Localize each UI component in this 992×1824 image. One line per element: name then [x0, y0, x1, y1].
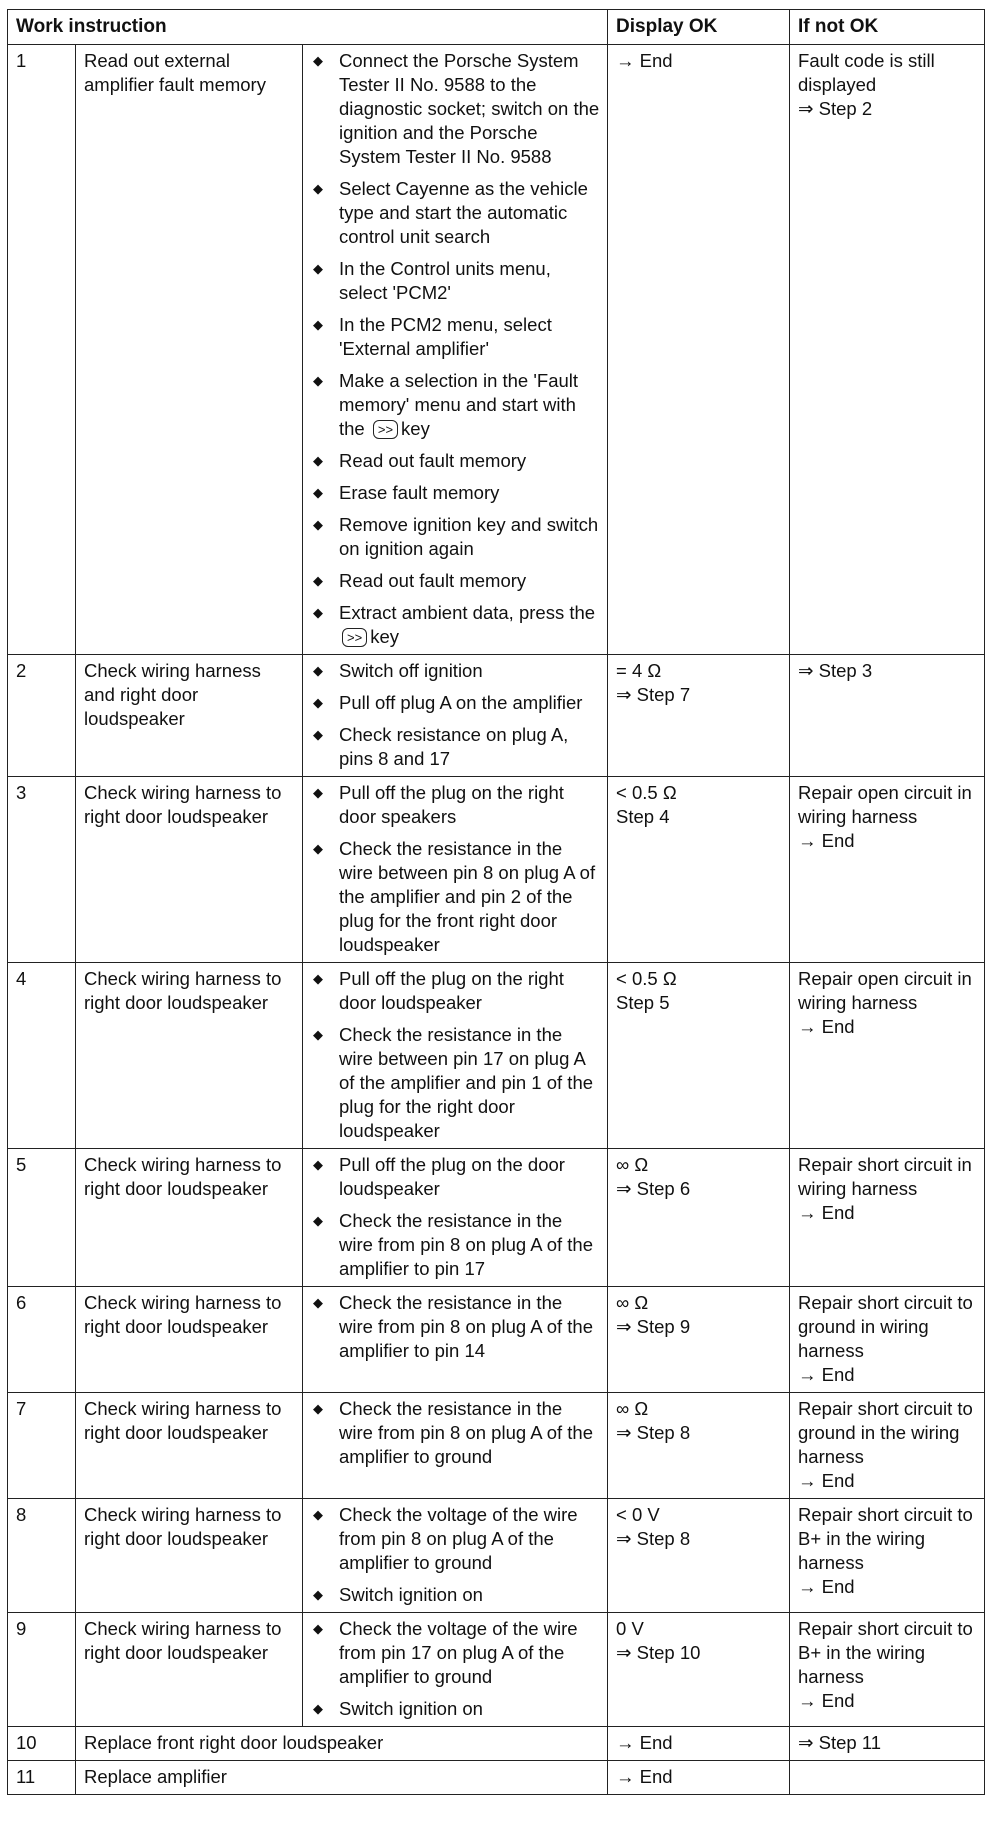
- table-row: [8, 655, 985, 777]
- key-suffix: key: [401, 418, 430, 439]
- action-text: Switch ignition on: [339, 1584, 483, 1605]
- diamond-bullet-icon: ◆: [313, 727, 323, 742]
- action-item: [311, 449, 600, 473]
- diamond-bullet-icon: ◆: [313, 373, 323, 388]
- action-item: [311, 481, 600, 505]
- action-text: Pull off the plug on the right door speakers: [339, 782, 564, 827]
- diamond-bullet-icon: ◆: [313, 573, 323, 588]
- if-not-ok-line: → End: [798, 1690, 855, 1711]
- step-title: Check wiring harness to right door loudspeaker: [76, 963, 303, 1149]
- display-ok-cell: [608, 777, 790, 963]
- action-text: Read out fault memory: [339, 450, 527, 471]
- diamond-bullet-icon: ◆: [313, 841, 323, 856]
- if-not-ok-cell: [790, 1613, 985, 1727]
- table-row: [8, 45, 985, 655]
- step-title: Check wiring harness to right door loudspeaker: [76, 1149, 303, 1287]
- action-item: [311, 369, 600, 441]
- action-list: [311, 781, 600, 957]
- step-number: 7: [8, 1393, 76, 1499]
- action-text: Select Cayenne as the vehicle type and start the automatic control unit search: [339, 178, 588, 247]
- diamond-bullet-icon: ◆: [313, 453, 323, 468]
- step-actions: [303, 655, 608, 777]
- if-not-ok-line: Repair short circuit to ground in the wiring harness: [798, 1398, 973, 1467]
- display-ok-line: = 4 Ω: [616, 660, 662, 681]
- diamond-bullet-icon: ◆: [313, 1027, 323, 1042]
- action-list: [311, 659, 600, 771]
- step-actions: [303, 1287, 608, 1393]
- if-not-ok-cell: [790, 655, 985, 777]
- if-not-ok-line: Repair open circuit in wiring harness: [798, 782, 972, 827]
- display-ok-line: ⇒ Step 7: [616, 684, 691, 705]
- action-item: [311, 1583, 600, 1607]
- step-title: Check wiring harness to right door loudspeaker: [76, 1613, 303, 1727]
- action-list: [311, 1397, 600, 1469]
- display-ok-cell: [608, 963, 790, 1149]
- key-suffix: key: [370, 626, 399, 647]
- action-text: Extract ambient data, press the: [339, 602, 596, 623]
- action-item: [311, 313, 600, 361]
- action-item: [311, 177, 600, 249]
- display-ok-cell: [608, 1287, 790, 1393]
- display-ok-line: ⇒ Step 10: [616, 1642, 701, 1663]
- if-not-ok-cell: [790, 1499, 985, 1613]
- if-not-ok-line: Repair short circuit in wiring harness: [798, 1154, 972, 1199]
- step-title: Check wiring harness to right door loudspeaker: [76, 1499, 303, 1613]
- diamond-bullet-icon: ◆: [313, 53, 323, 68]
- action-item: [311, 837, 600, 957]
- step-number: 3: [8, 777, 76, 963]
- action-item: [311, 1503, 600, 1575]
- table-row: [8, 1287, 985, 1393]
- action-item: [311, 691, 600, 715]
- diamond-bullet-icon: ◆: [313, 485, 323, 500]
- step-actions: [303, 1613, 608, 1727]
- diamond-bullet-icon: ◆: [313, 1295, 323, 1310]
- display-ok-line: ∞ Ω: [616, 1154, 649, 1175]
- display-ok-line: Step 4: [616, 806, 670, 827]
- diamond-bullet-icon: ◆: [313, 1621, 323, 1636]
- action-text: Pull off plug A on the amplifier: [339, 692, 583, 713]
- action-list: [311, 1617, 600, 1721]
- action-item: [311, 723, 600, 771]
- table-header-row: [8, 10, 985, 45]
- action-text: In the Control units menu, select 'PCM2': [339, 258, 551, 303]
- action-list: [311, 49, 600, 649]
- if-not-ok-line: → End: [798, 1016, 855, 1037]
- display-ok-cell: [608, 1149, 790, 1287]
- diamond-bullet-icon: ◆: [313, 317, 323, 332]
- forward-key-icon: >>: [342, 628, 367, 647]
- if-not-ok-line: → End: [798, 1470, 855, 1491]
- display-ok-cell: [608, 1613, 790, 1727]
- diamond-bullet-icon: ◆: [313, 695, 323, 710]
- display-ok-line: ∞ Ω: [616, 1398, 649, 1419]
- forward-key-icon: >>: [373, 420, 398, 439]
- step-number: 11: [8, 1761, 76, 1795]
- if-not-ok-cell: [790, 1287, 985, 1393]
- if-not-ok-cell: [790, 1149, 985, 1287]
- action-item: [311, 781, 600, 829]
- step-actions: [303, 963, 608, 1149]
- diamond-bullet-icon: ◆: [313, 1401, 323, 1416]
- step-number: 9: [8, 1613, 76, 1727]
- action-text: Read out fault memory: [339, 570, 527, 591]
- step-actions: [303, 1499, 608, 1613]
- display-ok-line: → End: [616, 50, 673, 71]
- step-actions: [303, 1393, 608, 1499]
- action-text: In the PCM2 menu, select 'External amplifier': [339, 314, 552, 359]
- display-ok-line: Step 5: [616, 992, 670, 1013]
- if-not-ok-line: → End: [798, 830, 855, 851]
- action-text: Erase fault memory: [339, 482, 500, 503]
- table-row: [8, 1499, 985, 1613]
- diamond-bullet-icon: ◆: [313, 261, 323, 276]
- action-list: [311, 1153, 600, 1281]
- step-title: Replace front right door loudspeaker: [76, 1727, 608, 1761]
- action-text: Pull off the plug on the door loudspeaker: [339, 1154, 565, 1199]
- action-item: [311, 1209, 600, 1281]
- diamond-bullet-icon: ◆: [313, 1701, 323, 1716]
- display-ok-cell: → End: [608, 1761, 790, 1795]
- step-actions: [303, 777, 608, 963]
- display-ok-cell: [608, 45, 790, 655]
- header-if-not-ok: If not OK: [790, 10, 985, 45]
- display-ok-line: ⇒ Step 9: [616, 1316, 691, 1337]
- action-item: [311, 601, 600, 649]
- table-row: [8, 1393, 985, 1499]
- action-text: Switch off ignition: [339, 660, 483, 681]
- display-ok-line: ⇒ Step 6: [616, 1178, 691, 1199]
- display-ok-line: 0 V: [616, 1618, 644, 1639]
- action-item: [311, 1023, 600, 1143]
- action-item: [311, 513, 600, 561]
- action-text: Check resistance on plug A, pins 8 and 17: [339, 724, 569, 769]
- action-item: [311, 967, 600, 1015]
- action-item: [311, 49, 600, 169]
- step-title: Replace amplifier: [76, 1761, 608, 1795]
- if-not-ok-cell: [790, 777, 985, 963]
- step-number: 2: [8, 655, 76, 777]
- action-text: Check the resistance in the wire between pin 17 on plug A of the amplifier and pin 1 of the plug for the right door loudspeaker: [339, 1024, 594, 1141]
- action-text: Check the resistance in the wire from pin 8 on plug A of the amplifier to pin 14: [339, 1292, 594, 1361]
- if-not-ok-line: ⇒ Step 2: [798, 98, 873, 119]
- action-text: Pull off the plug on the right door loudspeaker: [339, 968, 564, 1013]
- display-ok-line: < 0.5 Ω: [616, 968, 677, 989]
- if-not-ok-cell: [790, 963, 985, 1149]
- display-ok-line: ∞ Ω: [616, 1292, 649, 1313]
- action-item: [311, 1153, 600, 1201]
- step-title: Check wiring harness to right door loudspeaker: [76, 1287, 303, 1393]
- if-not-ok-line: Fault code is still displayed: [798, 50, 935, 95]
- if-not-ok-cell: ⇒ Step 11: [790, 1727, 985, 1761]
- display-ok-line: ⇒ Step 8: [616, 1528, 691, 1549]
- diamond-bullet-icon: ◆: [313, 663, 323, 678]
- diamond-bullet-icon: ◆: [313, 1507, 323, 1522]
- action-item: [311, 659, 600, 683]
- action-list: [311, 967, 600, 1143]
- action-text: Remove ignition key and switch on ignition again: [339, 514, 599, 559]
- action-item: [311, 1617, 600, 1689]
- if-not-ok-line: ⇒ Step 3: [798, 660, 873, 681]
- diamond-bullet-icon: ◆: [313, 971, 323, 986]
- header-display-ok: Display OK: [608, 10, 790, 45]
- if-not-ok-line: Repair open circuit in wiring harness: [798, 968, 972, 1013]
- action-list: [311, 1291, 600, 1363]
- step-number: 1: [8, 45, 76, 655]
- action-item: [311, 1397, 600, 1469]
- action-text: Check the resistance in the wire from pin 8 on plug A of the amplifier to ground: [339, 1398, 594, 1467]
- action-item: [311, 257, 600, 305]
- diamond-bullet-icon: ◆: [313, 181, 323, 196]
- display-ok-cell: → End: [608, 1727, 790, 1761]
- display-ok-line: < 0 V: [616, 1504, 660, 1525]
- display-ok-cell: [608, 655, 790, 777]
- step-number: 5: [8, 1149, 76, 1287]
- action-text: Make a selection in the 'Fault memory' menu and start with the: [339, 370, 579, 439]
- step-number: 4: [8, 963, 76, 1149]
- header-work-instruction: Work instruction: [8, 10, 608, 45]
- table-row: [8, 1613, 985, 1727]
- action-text: Switch ignition on: [339, 1698, 483, 1719]
- if-not-ok-line: → End: [798, 1202, 855, 1223]
- if-not-ok-line: Repair short circuit to ground in wiring harness: [798, 1292, 973, 1361]
- if-not-ok-line: Repair short circuit to B+ in the wiring harness: [798, 1504, 973, 1573]
- display-ok-cell: [608, 1499, 790, 1613]
- action-text: Check the voltage of the wire from pin 8 on plug A of the amplifier to ground: [339, 1504, 578, 1573]
- if-not-ok-cell: [790, 45, 985, 655]
- if-not-ok-line: Repair short circuit to B+ in the wiring harness: [798, 1618, 973, 1687]
- display-ok-line: < 0.5 Ω: [616, 782, 677, 803]
- step-actions: [303, 45, 608, 655]
- action-item: [311, 1697, 600, 1721]
- action-list: [311, 1503, 600, 1607]
- work-instruction-table: [7, 9, 985, 1795]
- table-body: [8, 45, 985, 1795]
- display-ok-line: ⇒ Step 8: [616, 1422, 691, 1443]
- diamond-bullet-icon: ◆: [313, 1157, 323, 1172]
- diamond-bullet-icon: ◆: [313, 1587, 323, 1602]
- work-instruction-document: [7, 9, 984, 1795]
- diamond-bullet-icon: ◆: [313, 605, 323, 620]
- action-text: Check the resistance in the wire between pin 8 on plug A of the amplifier and pin 2 of the plug for the front right door loudspeaker: [339, 838, 596, 955]
- step-number: 8: [8, 1499, 76, 1613]
- if-not-ok-line: → End: [798, 1576, 855, 1597]
- action-text: Check the resistance in the wire from pin 8 on plug A of the amplifier to pin 17: [339, 1210, 594, 1279]
- table-row: [8, 963, 985, 1149]
- action-item: [311, 569, 600, 593]
- table-row: [8, 1761, 985, 1795]
- table-row: [8, 777, 985, 963]
- table-row: [8, 1727, 985, 1761]
- step-actions: [303, 1149, 608, 1287]
- action-text: Connect the Porsche System Tester II No. 9588 to the diagnostic socket; switch on the ignition and the Porsche System Tester II No. 9588: [339, 50, 600, 167]
- display-ok-cell: [608, 1393, 790, 1499]
- action-item: [311, 1291, 600, 1363]
- step-title: Check wiring harness to right door loudspeaker: [76, 777, 303, 963]
- step-title: Check wiring harness to right door loudspeaker: [76, 1393, 303, 1499]
- diamond-bullet-icon: ◆: [313, 1213, 323, 1228]
- step-title: Check wiring harness and right door loudspeaker: [76, 655, 303, 777]
- table-row: [8, 1149, 985, 1287]
- action-text: Check the voltage of the wire from pin 17 on plug A of the amplifier to ground: [339, 1618, 578, 1687]
- step-title: Read out external amplifier fault memory: [76, 45, 303, 655]
- step-number: 10: [8, 1727, 76, 1761]
- if-not-ok-cell: [790, 1393, 985, 1499]
- if-not-ok-line: → End: [798, 1364, 855, 1385]
- if-not-ok-cell: [790, 1761, 985, 1795]
- diamond-bullet-icon: ◆: [313, 517, 323, 532]
- step-number: 6: [8, 1287, 76, 1393]
- diamond-bullet-icon: ◆: [313, 785, 323, 800]
